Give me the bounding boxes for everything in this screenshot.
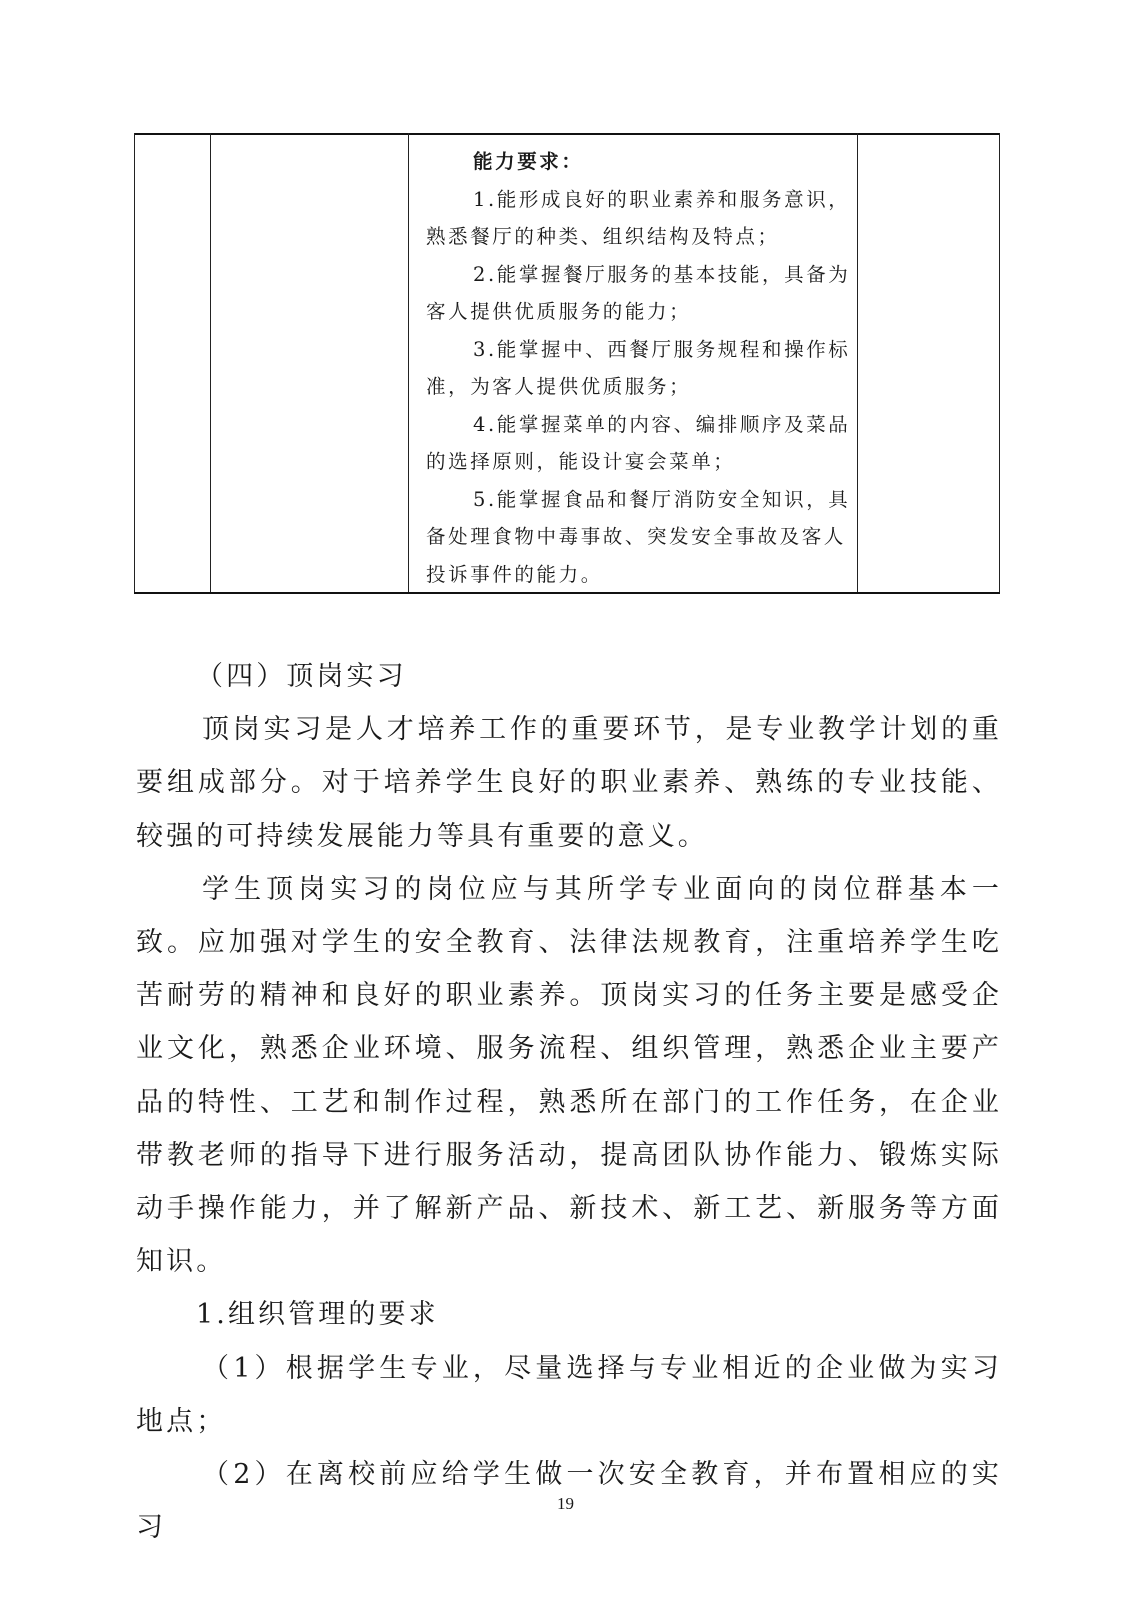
list-item: （2）在离校前应给学生做一次安全教育，并布置相应的实习 [136, 1459, 1002, 1544]
ability-requirements-cell [426, 143, 864, 593]
document-body [136, 650, 1002, 1554]
ability-item: 5.能掌握食品和餐厅消防安全知识，具备处理食物中毒事故、突发安全事故及客人投诉事件的能力。 [426, 487, 851, 586]
table-top-rule [134, 133, 1000, 135]
body-paragraph: 学生顶岗实习的岗位应与其所学专业面向的岗位群基本一致。应加强对学生的安全教育、法律法规教育，注重培养学生吃苦耐劳的精神和良好的职业素养。顶岗实习的任务主要是感受企业文化，熟悉企业环境、服务流程、组织管理，熟悉企业主要产品的特性、工艺和制作过程，熟悉所在部门的工作任务，在企业带教老师的指导下进行服务活动，提高团队协作能力、锻炼实际动手操作能力，并了解新产品、新技术、新工艺、新服务等方面知识。 [136, 873, 1002, 1278]
page-number: 19 [557, 1494, 574, 1513]
table-col-line [210, 133, 211, 594]
body-paragraph: 顶岗实习是人才培养工作的重要环节，是专业教学计划的重要组成部分。对于培养学生良好的职业素养、熟练的专业技能、较强的可持续发展能力等具有重要的意义。 [136, 714, 1002, 852]
ability-item: 2.能掌握餐厅服务的基本技能，具备为客人提供优质服务的能力； [426, 262, 851, 323]
ability-item: 1.能形成良好的职业素养和服务意识，熟悉餐厅的种类、组织结构及特点； [426, 187, 851, 248]
table-col-line [999, 133, 1000, 594]
subheading: 1.组织管理的要求 [196, 1299, 439, 1331]
table-col-line [134, 133, 135, 594]
ability-requirements-heading: 能力要求： [473, 150, 584, 173]
list-item: （1）根据学生专业，尽量选择与专业相近的企业做为实习地点； [136, 1352, 1002, 1437]
section-title: （四）顶岗实习 [196, 661, 407, 692]
table-col-line [408, 133, 409, 594]
course-table [134, 133, 1000, 595]
table-bottom-rule [134, 592, 1000, 594]
ability-item: 3.能掌握中、西餐厅服务规程和操作标准，为客人提供优质服务； [426, 337, 851, 398]
ability-item: 4.能掌握菜单的内容、编排顺序及菜品的选择原则，能设计宴会菜单； [426, 412, 851, 473]
